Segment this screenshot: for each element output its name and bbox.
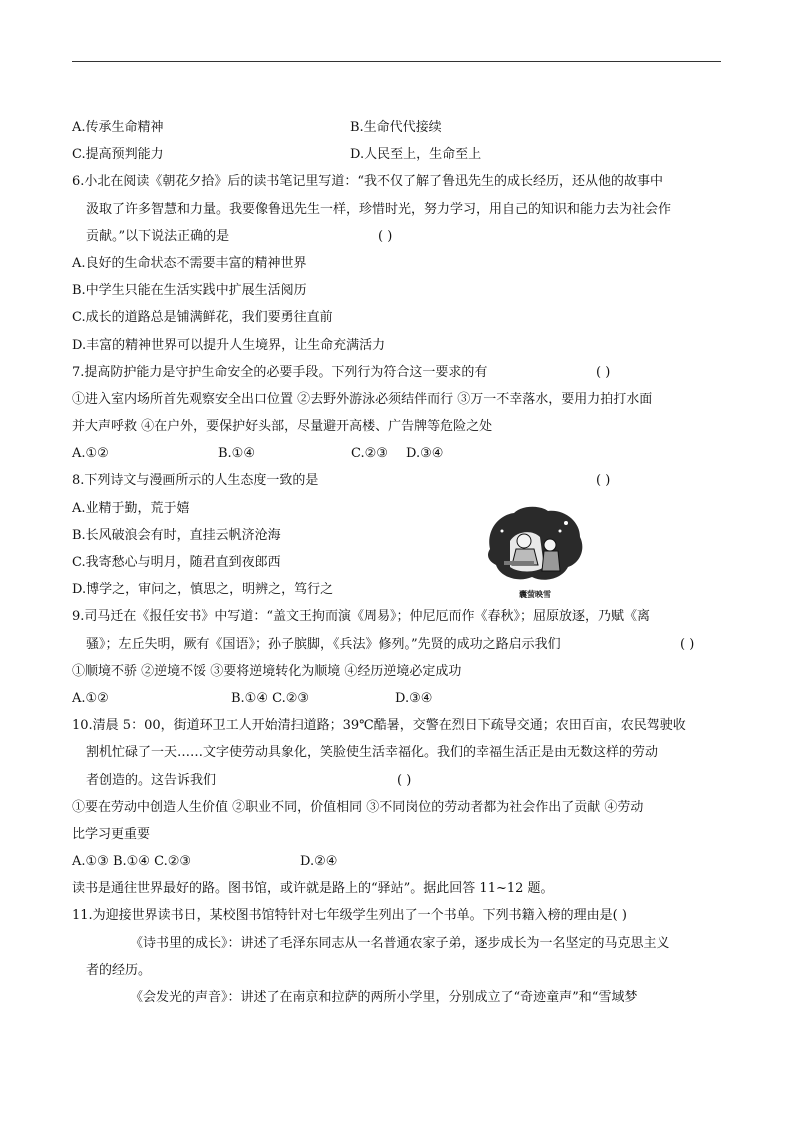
q5-option-b: B.生命代代接续 — [350, 120, 442, 135]
q11-book2-line-1: 《会发光的声音》：讲述了在南京和拉萨的两所小学里，分别成立了“奇迹童声”和“雪域梦 — [130, 990, 638, 1005]
q8-cartoon-figure — [480, 501, 590, 601]
q11-stem-line: 11.为迎接世界读书日，某校图书馆特针对七年级学生列出了一个书单。下列书籍入榜的理由是( ) — [72, 908, 627, 924]
exam-page — [72, 114, 722, 1011]
q6-stem-line-3 — [72, 223, 722, 250]
q9-stem-line-2 — [72, 631, 722, 658]
cartoon-second-figure-body — [542, 551, 560, 571]
q9-stem-text: 骚》；左丘失明，厥有《国语》；孙子膑脚，《兵法》修列。”先贤的成功之路启示我们 — [86, 636, 561, 652]
q6-stem-line-2: 汲取了许多智慧和力量。我要像鲁迅先生一样，珍惜时光，努力学习，用自己的知识和能力去为社会作 — [86, 201, 672, 217]
cartoon-second-figure-head — [544, 539, 556, 551]
q6-option-a: A.良好的生命状态不需要丰富的精神世界 — [72, 255, 307, 271]
cartoon-book — [504, 561, 534, 565]
q10-stem-line-1: 10.清晨 5：00，街道环卫工人开始清扫道路；39℃酷暑，交警在烈日下疏导交通；农田百亩，农民驾驶收 — [72, 718, 686, 734]
q7-option-d: D.③④ — [406, 446, 444, 462]
q9-items-line: ①顺境不骄 ②逆境不馁 ③要将逆境转化为顺境 ④经历逆境必定成功 — [72, 663, 462, 679]
cartoon-snowflake — [501, 530, 504, 533]
q8-option-b: B.长风破浪会有时，直挂云帆济沧海 — [72, 527, 281, 543]
q7-options-row — [72, 440, 722, 467]
q6-option-d: D.丰富的精神世界可以提升人生境界，让生命充满活力 — [72, 337, 386, 353]
q7-answer-paren: ( ) — [596, 364, 611, 380]
q7-items-line-2: 并大声呼救 ④在户外，要保护好头部，尽量避开高楼、广告牌等危险之处 — [72, 419, 493, 435]
q10-option-d: D.②④ — [300, 854, 338, 870]
q9-stem-line-1: 9.司马迁在《报任安书》中写道：“盖文王拘而演《周易》；仲尼厄而作《春秋》；屈原放逐，乃赋《离 — [72, 609, 651, 625]
q7-option-c: C.②③ — [351, 446, 388, 462]
q10-answer-paren: ( ) — [397, 772, 412, 788]
q7-stem-text: 7.提高防护能力是守护生命安全的必要手段。下列行为符合这一要求的有 — [72, 364, 488, 380]
cartoon-caption: 囊萤映雪 — [519, 590, 551, 599]
q5-option-a: A.传承生命精神 — [72, 120, 164, 135]
q6-option-b: B.中学生只能在生活实践中扩展生活阅历 — [72, 283, 307, 299]
header-rule — [72, 61, 721, 62]
q10-options-row — [72, 848, 722, 875]
q10-stem-text: 者创造的。这告诉我们 — [86, 772, 217, 788]
q9-option-a: A.①② — [72, 690, 109, 706]
q10-option-abc: A.①③ B.①④ C.②③ — [72, 854, 192, 870]
q10-stem-line-3 — [72, 767, 722, 794]
cartoon-firefly — [559, 530, 562, 533]
q6-option-c: C.成长的道路总是铺满鲜花，我们要勇往直前 — [72, 310, 333, 326]
q6-stem-line-1: 6.小北在阅读《朝花夕拾》后的读书笔记里写道：“我不仅了解了鲁迅先生的成长经历，还从他的故事中 — [72, 174, 664, 190]
q10-items-line-2: 比学习更重要 — [72, 826, 151, 842]
q10-stem-line-2: 割机忙碌了一天……文字使劳动具象化，笑脸使生活幸福化。我们的幸福生活正是由无数这样的劳动 — [86, 745, 659, 761]
q11-book1-line-1: 《诗书里的成长》：讲述了毛泽东同志从一名普通农家子弟，逐步成长为一名坚定的马克思主义 — [130, 935, 670, 951]
q8-stem-text: 8.下列诗文与漫画所示的人生态度一致的是 — [72, 473, 319, 489]
q7-stem-line — [72, 359, 722, 386]
q10-items-line-1: ①要在劳动中创造人生价值 ②职业不同，价值相同 ③不同岗位的劳动者都为社会作出了贡献 ④劳动 — [72, 799, 644, 815]
cartoon-firefly — [564, 521, 568, 525]
q8-option-c: C.我寄愁心与明月，随君直到夜郎西 — [72, 555, 281, 570]
q11-12-intro: 读书是通往世界最好的路。图书馆，或许就是路上的“驿站”。据此回答 11~12 题。 — [72, 881, 554, 897]
q9-answer-paren: ( ) — [680, 636, 695, 652]
q5-options-row-2 — [72, 141, 722, 168]
q6-answer-paren: ( ) — [378, 228, 393, 244]
q9-options-row — [72, 685, 722, 712]
q5-options-row-1 — [72, 114, 722, 141]
cartoon-figure-head — [517, 534, 531, 548]
q8-option-a: A.业精于勤，荒于嬉 — [72, 500, 190, 516]
cartoon-illustration — [480, 501, 590, 589]
q5-option-c: C.提高预判能力 — [72, 147, 164, 163]
q7-items-line-1: ①进入室内场所首先观察安全出口位置 ②去野外游泳必须结伴而行 ③万一不幸落水，要用力拍打水面 — [72, 391, 653, 407]
q6-stem-text: 贡献。”以下说法正确的是 — [86, 228, 230, 244]
q5-option-d: D.人民至上，生命至上 — [350, 147, 482, 163]
q7-option-a: A.①② — [72, 446, 109, 462]
q8-answer-paren: ( ) — [596, 473, 611, 489]
q9-option-d: D.③④ — [395, 690, 433, 706]
q8-option-d: D.博学之，审问之，慎思之，明辨之，笃行之 — [72, 582, 334, 598]
q8-stem-line — [72, 467, 722, 494]
q11-book1-line-2: 者的经历。 — [86, 962, 152, 978]
q9-option-bc: B.①④ C.②③ — [231, 690, 310, 706]
q7-option-b: B.①④ — [218, 446, 255, 462]
